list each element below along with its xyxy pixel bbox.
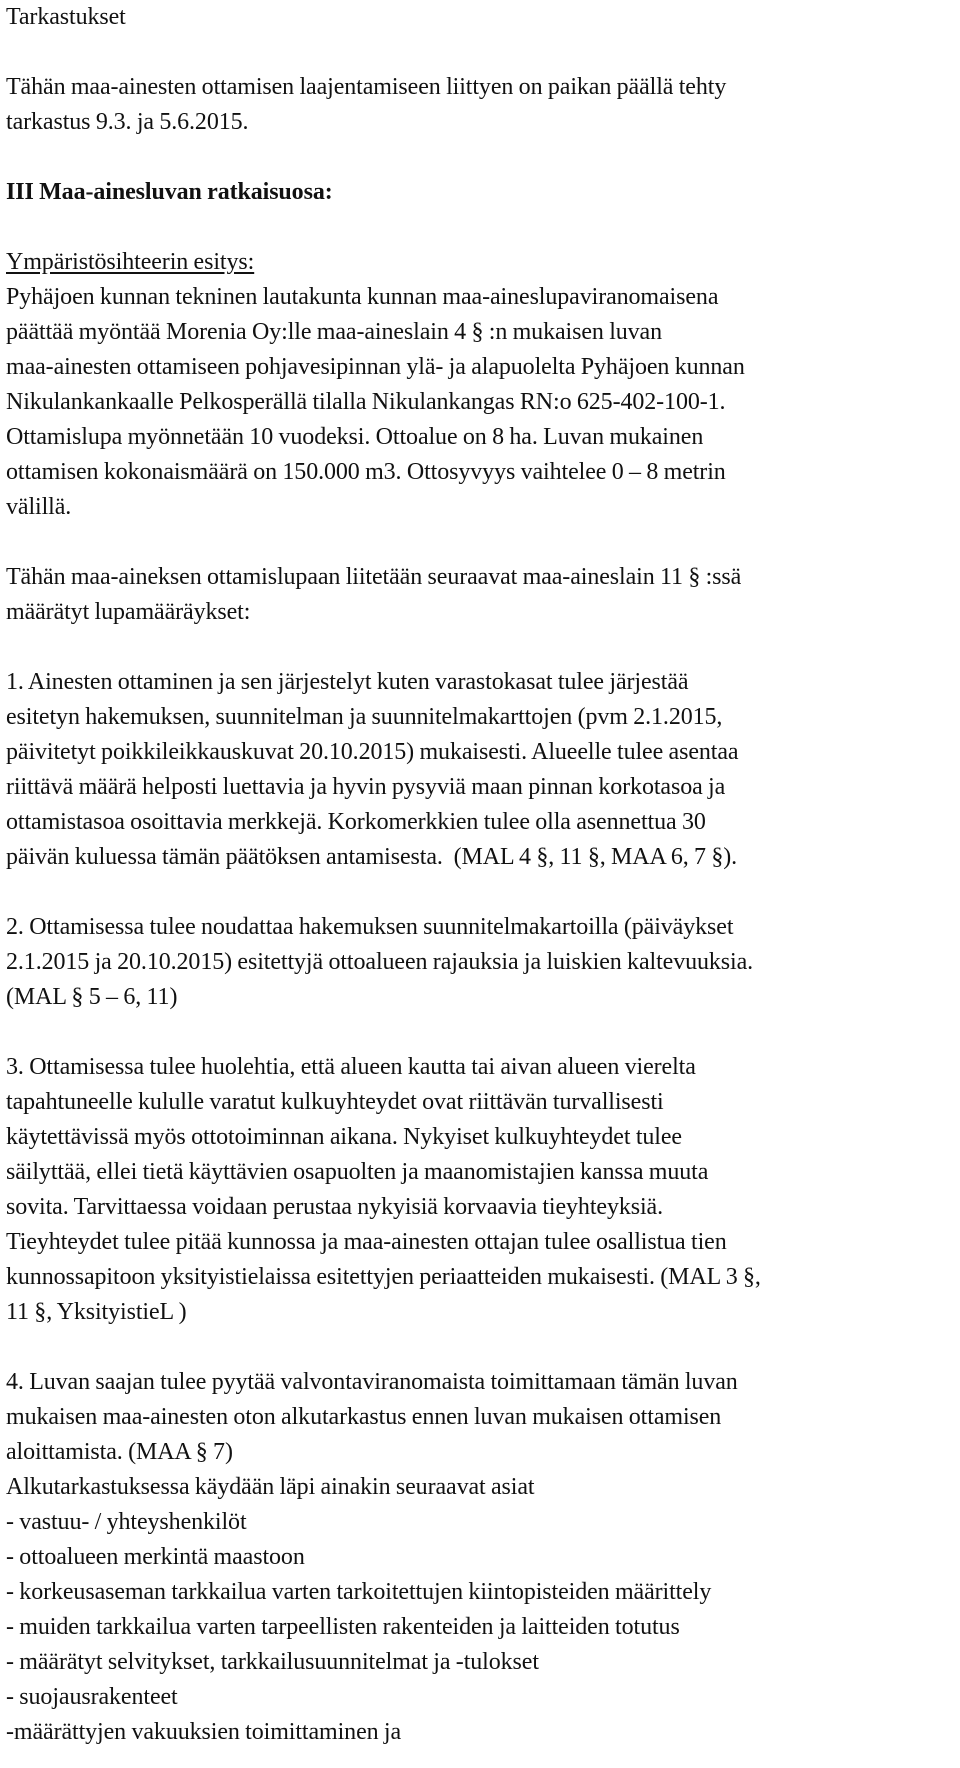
- text-line: riittävä määrä helposti luettavia ja hyvin pysyviä maan pinnan korkotasoa ja: [6, 774, 726, 800]
- proposal-label: Ympäristösihteerin esitys:: [6, 249, 255, 275]
- text-line: päivän kuluessa tämän päätöksen antamisesta. (MAL 4 §, 11 §, MAA 6, 7 §).: [6, 844, 738, 870]
- condition-item-1: [6, 665, 956, 875]
- document-page: [6, 0, 956, 1750]
- text-line: (MAL § 5 – 6, 11): [6, 984, 178, 1010]
- list-item: - muiden tarkkailua varten tarpeellisten rakenteiden ja laitteiden totutus: [6, 1614, 680, 1640]
- text-line: mukaisen maa-ainesten oton alkutarkastus ennen luvan mukaisen ottamisen: [6, 1404, 722, 1430]
- text-line: 1. Ainesten ottaminen ja sen järjestelyt kuten varastokasat tulee järjestää: [6, 669, 689, 695]
- list-item: - korkeusaseman tarkkailua varten tarkoitettujen kiintopisteiden määrittely: [6, 1579, 712, 1605]
- conditions-intro-paragraph: [6, 560, 956, 630]
- spacer: [6, 1015, 956, 1050]
- text-line: Tähän maa-aineksen ottamislupaan liitetään seuraavat maa-aineslain 11 § :ssä: [6, 564, 742, 590]
- text-line: 3. Ottamisessa tulee huolehtia, että alueen kautta tai aivan alueen vierelta: [6, 1054, 696, 1080]
- text-line: 2.1.2015 ja 20.10.2015) esitettyjä ottoalueen rajauksia ja luiskien kaltevuuksia.: [6, 949, 754, 975]
- text-line: Tieyhteydet tulee pitää kunnossa ja maa-ainesten ottajan tulee osallistua tien: [6, 1229, 727, 1255]
- spacer: [6, 140, 956, 175]
- condition-item-4: [6, 1365, 956, 1750]
- text-line: kunnossapitoon yksityistielaissa esitettyjen periaatteiden mukaisesti. (MAL 3 §,: [6, 1264, 761, 1290]
- text-line: päivitetyt poikkileikkauskuvat 20.10.2015) mukaisesti. Alueelle tulee asentaa: [6, 739, 739, 765]
- text-line: Pyhäjoen kunnan tekninen lautakunta kunnan maa-aineslupaviranomaisena: [6, 284, 719, 310]
- text-line: Ottamislupa myönnetään 10 vuodeksi. Ottoalue on 8 ha. Luvan mukainen: [6, 424, 704, 450]
- list-item: -määrättyjen vakuuksien toimittaminen ja: [6, 1719, 402, 1745]
- list-item: - määrätyt selvitykset, tarkkailusuunnitelmat ja -tulokset: [6, 1649, 539, 1675]
- spacer: [6, 875, 956, 910]
- spacer: [6, 1330, 956, 1365]
- text-line: säilyttää, ellei tietä käyttävien osapuolten ja maanomistajien kanssa muuta: [6, 1159, 709, 1185]
- section-title: Tarkastukset: [6, 4, 126, 30]
- text-line: ottamisen kokonaismäärä on 150.000 m3. Ottosyvyys vaihtelee 0 – 8 metrin: [6, 459, 726, 485]
- condition-item-3: [6, 1050, 956, 1330]
- list-item: - ottoalueen merkintä maastoon: [6, 1544, 305, 1570]
- text-line: Tähän maa-ainesten ottamisen laajentamiseen liittyen on paikan päällä tehty: [6, 74, 727, 100]
- text-line: Alkutarkastuksessa käydään läpi ainakin seuraavat asiat: [6, 1474, 535, 1500]
- condition-item-2: [6, 910, 956, 1015]
- text-line: 4. Luvan saajan tulee pyytää valvontaviranomaista toimittamaan tämän luvan: [6, 1369, 738, 1395]
- text-line: välillä.: [6, 494, 72, 520]
- text-line: käytettävissä myös ottotoiminnan aikana. Nykyiset kulkuyhteydet tulee: [6, 1124, 682, 1150]
- text-line: määrätyt lupamääräykset:: [6, 599, 251, 625]
- spacer: [6, 210, 956, 245]
- text-line: tapahtuneelle kululle varatut kulkuyhteydet ovat riittävän turvallisesti: [6, 1089, 664, 1115]
- text-line: esitetyn hakemuksen, suunnitelman ja suunnitelmakarttojen (pvm 2.1.2015,: [6, 704, 723, 730]
- text-line: 11 §, YksityistieL ): [6, 1299, 187, 1325]
- text-line: maa-ainesten ottamiseen pohjavesipinnan ylä- ja alapuolelta Pyhäjoen kunnan: [6, 354, 745, 380]
- text-line: sovita. Tarvittaessa voidaan perustaa nykyisiä korvaavia tieyhteyksiä.: [6, 1194, 664, 1220]
- list-item: - vastuu- / yhteyshenkilöt: [6, 1509, 247, 1535]
- text-line: tarkastus 9.3. ja 5.6.2015.: [6, 109, 249, 135]
- list-item: - suojausrakenteet: [6, 1684, 178, 1710]
- text-line: päättää myöntää Morenia Oy:lle maa-aineslain 4 § :n mukaisen luvan: [6, 319, 663, 345]
- spacer: [6, 35, 956, 70]
- text-line: aloittamista. (MAA § 7): [6, 1439, 233, 1465]
- spacer: [6, 630, 956, 665]
- intro-paragraph: [6, 70, 956, 140]
- text-line: 2. Ottamisessa tulee noudattaa hakemuksen suunnitelmakartoilla (päiväykset: [6, 914, 734, 940]
- spacer: [6, 525, 956, 560]
- section-heading: III Maa-ainesluvan ratkaisuosa:: [6, 179, 333, 205]
- text-line: Nikulankankaalle Pelkosperällä tilalla Nikulankangas RN:o 625-402-100-1.: [6, 389, 726, 415]
- proposal-paragraph: [6, 280, 956, 525]
- text-line: ottamistasoa osoittavia merkkejä. Korkomerkkien tulee olla asennettua 30: [6, 809, 706, 835]
